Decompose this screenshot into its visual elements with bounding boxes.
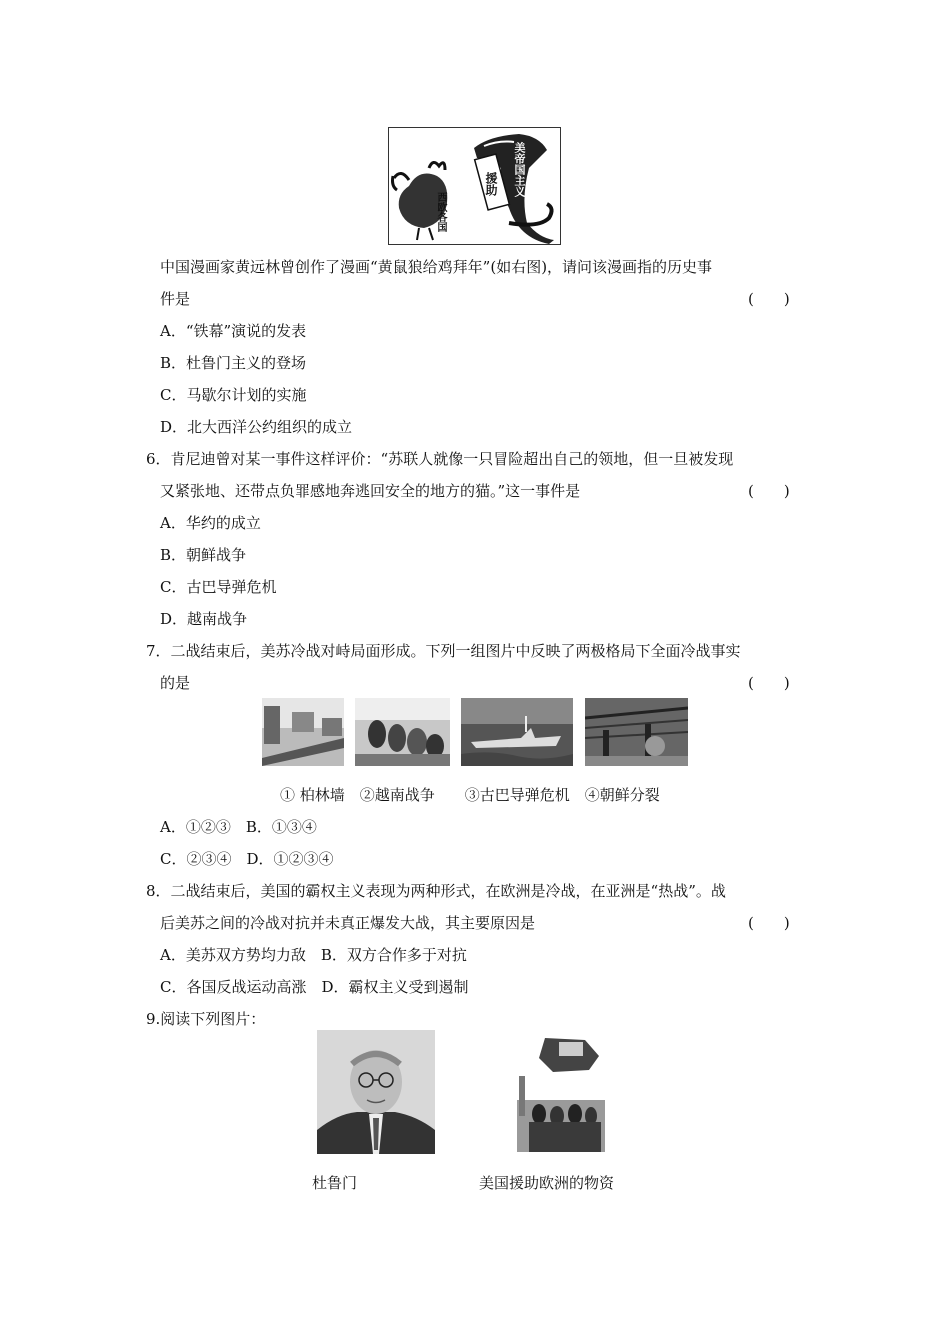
q7-options-line2: C．②③④ D．①②③④ [160,850,334,868]
cartoon-label-we: 西欧各国 [435,192,446,232]
q6-stem-line2: 又紧张地、还带点负罪感地奔逃回安全的地方的猫。”这一事件是 [160,482,581,500]
q7-stem-line1: 7．二战结束后，美苏冷战对峙局面形成。下列一组图片中反映了两极格局下全面冷战事实 [146,642,741,660]
q8-answer-paren: ( ) [748,914,790,932]
q5-stem-line2: 件是 [160,290,191,308]
q6-option-a: A．华约的成立 [160,514,261,532]
us-aid-supplies-photo [515,1030,607,1152]
cartoon-drawing [389,128,560,244]
q8-stem-line2: 后美苏之间的冷战对抗并未真正爆发大战，其主要原因是 [160,914,536,932]
q5-option-c: C．马歇尔计划的实施 [160,386,307,404]
q9-stem: 9.阅读下列图片： [146,1010,266,1028]
cartoon-image [388,127,561,245]
cartoon-label-aid: 援助 [484,172,498,196]
q5-option-d: D．北大西洋公约组织的成立 [160,418,353,436]
q7-answer-paren: ( ) [748,674,790,692]
q5-option-b: B．杜鲁门主义的登场 [160,354,307,372]
q7-options-line1: A．①②③ B．①③④ [160,818,317,836]
q6-option-d: D．越南战争 [160,610,248,628]
q7-picture-captions: ① 柏林墙 ②越南战争 ③古巴导弹危机 ④朝鲜分裂 [280,786,660,804]
vietnam-war-photo [355,698,450,766]
truman-portrait-photo [317,1030,435,1154]
q6-answer-paren: ( ) [748,482,790,500]
berlin-wall-photo [262,698,344,766]
q7-stem-line2: 的是 [160,674,191,692]
q6-stem-line1: 6．肯尼迪曾对某一事件这样评价：“苏联人就像一只冒险超出自己的领地，但一旦被发现 [146,450,734,468]
cuban-missile-crisis-photo [461,698,573,766]
q9-caption-right: 美国援助欧洲的物资 [479,1174,615,1192]
q6-option-c: C．古巴导弹危机 [160,578,277,596]
q5-option-a: A．“铁幕”演说的发表 [160,322,307,340]
q5-stem-line1: 中国漫画家黄远林曾创作了漫画“黄鼠狼给鸡拜年”(如右图)，请问该漫画指的历史事 [160,258,713,276]
q9-caption-left: 杜鲁门 [312,1174,358,1192]
q6-option-b: B．朝鲜战争 [160,546,247,564]
q8-options-line2: C．各国反战运动高涨 D．霸权主义受到遏制 [160,978,469,996]
cartoon-label-us: 美帝国主义 [513,142,526,197]
q5-answer-paren: ( ) [748,290,790,308]
q8-options-line1: A．美苏双方势均力敌 B．双方合作多于对抗 [160,946,467,964]
q8-stem-line1: 8．二战结束后，美国的霸权主义表现为两种形式，在欧洲是冷战，在亚洲是“热战”。战 [146,882,726,900]
korea-division-photo [585,698,688,766]
